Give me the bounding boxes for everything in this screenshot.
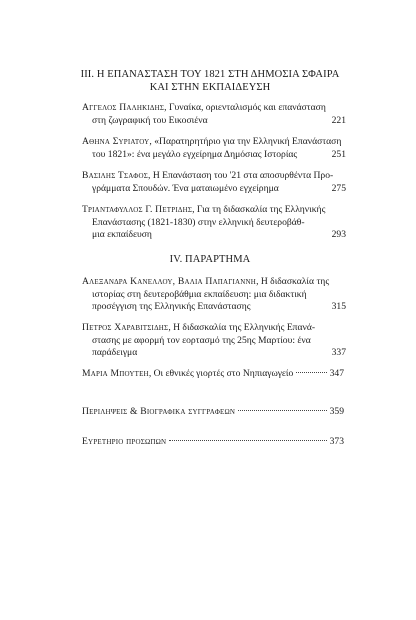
section-3-title	[60, 68, 360, 94]
entry-title-part: ιστορίας στη δευτεροβάθμια εκπαίδευση: μια διδακτική	[92, 288, 307, 300]
entry-page-number: 275	[329, 183, 346, 196]
entry-title-part: , Οι εθνικές γιορτές στο Νηπιαγωγείο	[148, 368, 294, 379]
toc-entry[interactable]	[82, 204, 344, 242]
entry-page-number: 359	[329, 406, 344, 417]
entry-title-part: στη ζωγραφική του Εικοσιένα	[92, 114, 208, 126]
toc-entry-index[interactable]	[82, 436, 344, 449]
entry-title-part: παράδειγμα	[92, 347, 138, 358]
toc-entry[interactable]	[82, 276, 344, 314]
entry-author: Μαρια Μπουτεη	[82, 368, 149, 379]
leader-dots	[169, 440, 326, 441]
entry-page-number: 221	[329, 115, 346, 128]
entry-title-part: γράμματα Σπουδών. Ένα ματαιωμένο εγχείρημα	[92, 182, 279, 194]
leader-dots	[238, 410, 326, 411]
section-3-title-line2: ΚΑΙ ΣΤΗΝ ΕΚΠΑΙΔΕΥΣΗ	[149, 82, 271, 93]
entry-title-part: μια εκπαίδευση	[92, 229, 152, 240]
entry-title-part: , «Παρατηρητήριο για την Ελληνική Επανάσταση	[149, 136, 342, 147]
entry-title-part: , Η Επανάσταση του '21 στα αποσυρθέντα Προ-	[148, 170, 334, 181]
entry-page-number: 347	[329, 368, 344, 379]
entry-author: Τριανταφυλλος Γ. Πετριδης	[82, 204, 193, 215]
toc-entry[interactable]	[82, 322, 344, 360]
entry-page-number: 337	[329, 347, 346, 360]
entry-author: Αλεξανδρα Κανελλου, Βαλια Παπαγιαννη	[82, 276, 257, 287]
section-4-title-text: IV. ΠΑΡΑΡΤΗΜΑ	[169, 254, 251, 265]
entry-title: Περιληψεις & Βιογραφικα συγγραφεων	[82, 406, 236, 417]
entry-title-part: , Η διδασκαλία της	[256, 276, 330, 287]
entry-title-part: , Γυναίκα, οριενταλισμός και επανάσταση	[164, 102, 326, 113]
entry-title-part: του 1821»: ένα μεγάλο εγχείρημα Δημόσιας Ιστορίας	[92, 148, 298, 160]
toc-entry[interactable]	[82, 102, 344, 127]
leader-dots	[296, 372, 326, 373]
entry-title-part: , Για τη διδασκαλία της Ελληνικής	[192, 204, 326, 215]
toc-entry[interactable]	[82, 170, 344, 195]
toc-entry[interactable]	[82, 368, 344, 381]
entry-title-part: προσέγγιση της Ελληνικής Επανάστασης	[92, 301, 251, 312]
entry-title-part: στασης με αφορμή τον εορτασμό της 25ης Μαρτίου: ένα	[92, 334, 311, 346]
entry-title-part: , Η διδασκαλία της Ελληνικής Επανά-	[168, 322, 316, 333]
entry-page-number: 293	[329, 229, 346, 242]
entry-page-number: 373	[329, 436, 344, 447]
entry-author: Αγγελος Παληκιδης	[82, 102, 165, 113]
entry-page-number: 251	[329, 149, 346, 162]
entry-title: Ευρετηριο προσωπων	[82, 436, 167, 447]
entry-author: Πετρος Χαραβιτσιδης	[82, 322, 169, 333]
entry-author: Βασιλης Τσαφος	[82, 170, 149, 181]
toc-entry-abstracts[interactable]	[82, 406, 344, 419]
entry-page-number: 315	[329, 301, 346, 314]
toc-entry[interactable]	[82, 136, 344, 161]
entry-author: Αθηνα Συριατου	[82, 136, 150, 147]
section-3-title-line1: III. Η ΕΠΑΝΑΣΤΑΣΗ ΤΟΥ 1821 ΣΤΗ ΔΗΜΟΣΙΑ ΣΦΑΙΡΑ	[80, 69, 340, 80]
entry-title-part: Επανάστασης (1821-1830) στην ελληνική δευτεροβάθ-	[92, 216, 305, 228]
section-4-title	[60, 253, 360, 266]
